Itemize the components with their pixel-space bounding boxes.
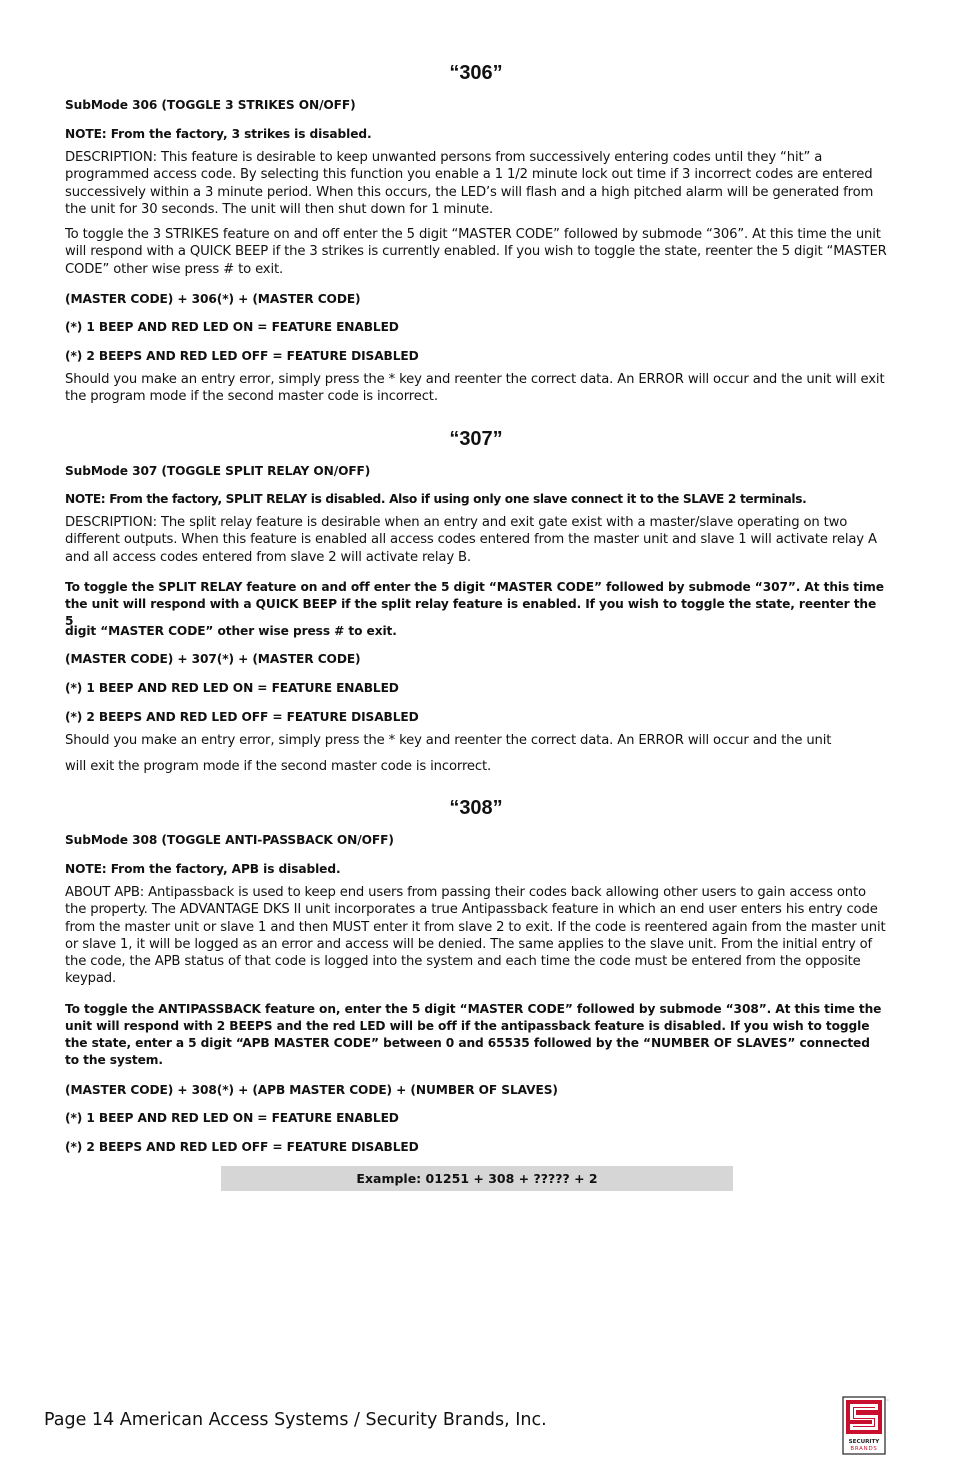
- description-307: DESCRIPTION: The split relay feature is desirable when an entry and exit gate exist with a master/slave operating on two different outputs. When this feature is enabled all access codes entered from the master unit and slave 1 will activate relay A and all access codes entered from slave 2 will activate relay B.: [65, 515, 877, 565]
- submode-title-306: SubMode 306 (TOGGLE 3 STRIKES ON/OFF): [65, 98, 356, 112]
- factory-note-306: NOTE: From the factory, 3 strikes is disabled.: [65, 127, 372, 141]
- error-note-307-cont: will exit the program mode if the second master code is incorrect.: [65, 759, 492, 774]
- error-note-307: Should you make an entry error, simply press the * key and reenter the correct data. An ERROR will occur and the unit: [65, 733, 832, 748]
- security-brands-logo-icon: [842, 1396, 888, 1456]
- toggle-instructions-308: To toggle the ANTIPASSBACK feature on, enter the 5 digit “MASTER CODE” followed by submode “308”. At this time the unit will respond with 2 BEEPS and the red LED will be off if the antipassback feature is disabled. If you wish to toggle the state, enter a 5 digit “APB MASTER CODE” between 0 and 65535 followed by the “NUMBER OF SLAVES” connected to the system.: [65, 1002, 882, 1067]
- disabled-state-308: (*) 2 BEEPS AND RED LED OFF = FEATURE DISABLED: [65, 1140, 419, 1154]
- submode-title-307: SubMode 307 (TOGGLE SPLIT RELAY ON/OFF): [65, 464, 371, 478]
- svg-text:SECURITY: SECURITY: [848, 1439, 880, 1445]
- page-footer: Page 14 American Access Systems / Security Brands, Inc.: [44, 1410, 547, 1430]
- toggle-instructions-306: To toggle the 3 STRIKES feature on and off enter the 5 digit “MASTER CODE” followed by submode “306”. At this time the unit will respond with a QUICK BEEP if the 3 strikes is currently enabled. If you wish to toggle the state, reenter the 5 digit “MASTER CODE” other wise press # to exit.: [65, 227, 887, 277]
- description-308: ABOUT APB: Antipassback is used to keep end users from passing their codes back allowing other users to gain access onto the property. The ADVANTAGE DKS II unit incorporates a true Antipassback feature in which an end user enters his entry code from the master unit or slave 1 and then MUST enter it from slave 2 to exit. If the code is reentered again from the master unit or slave 1, it will be logged as an error and access will be denied. The same applies to the slave unit. From the initial entry of the code, the APB status of that code is logged into the system and each time the code must be entered from the opposite keypad.: [65, 885, 886, 987]
- enabled-state-308: (*) 1 BEEP AND RED LED ON = FEATURE ENABLED: [65, 1111, 399, 1125]
- section-heading-306: “306”: [449, 62, 503, 84]
- enabled-state-307: (*) 1 BEEP AND RED LED ON = FEATURE ENABLED: [65, 681, 399, 695]
- submode-title-308: SubMode 308 (TOGGLE ANTI-PASSBACK ON/OFF): [65, 833, 394, 847]
- description-306: DESCRIPTION: This feature is desirable to keep unwanted persons from successively entering codes until they “hit” a programmed access code. By selecting this function you enable a 1 1/2 minute lock out time if 3 incorrect codes are entered successively within a 3 minute period. When this occurs, the LED’s will flash and a high pitched alarm will be generated from the unit for 30 seconds. The unit will then shut down for 1 minute.: [65, 150, 874, 217]
- disabled-state-306: (*) 2 BEEPS AND RED LED OFF = FEATURE DISABLED: [65, 349, 419, 363]
- error-note-306: Should you make an entry error, simply press the * key and reenter the correct data. An ERROR will occur and the unit will exit the program mode if the second master code is incorrect.: [65, 372, 885, 405]
- disabled-state-307: (*) 2 BEEPS AND RED LED OFF = FEATURE DISABLED: [65, 710, 419, 724]
- section-heading-307: “307”: [449, 428, 503, 450]
- code-sequence-306: (MASTER CODE) + 306(*) + (MASTER CODE): [65, 292, 361, 306]
- toggle-instructions-307: To toggle the SPLIT RELAY feature on and off enter the 5 digit “MASTER CODE” followed by submode “307”. At this time the unit will respond with a QUICK BEEP if the split relay feature is enabled. If you wish to toggle the state, reenter the 5: [65, 580, 884, 628]
- factory-note-307: NOTE: From the factory, SPLIT RELAY is disabled. Also if using only one slave connect it to the SLAVE 2 terminals.: [65, 492, 807, 506]
- enabled-state-306: (*) 1 BEEP AND RED LED ON = FEATURE ENABLED: [65, 320, 399, 334]
- factory-note-308: NOTE: From the factory, APB is disabled.: [65, 862, 341, 876]
- code-sequence-307: (MASTER CODE) + 307(*) + (MASTER CODE): [65, 652, 361, 666]
- section-heading-308: “308”: [449, 797, 503, 819]
- security-brands-logo: [842, 1396, 888, 1456]
- example-box: Example: 01251 + 308 + ????? + 2: [221, 1166, 733, 1191]
- toggle-instructions-307-cont: digit “MASTER CODE” other wise press # to exit.: [65, 624, 397, 638]
- code-sequence-308: (MASTER CODE) + 308(*) + (APB MASTER CODE) + (NUMBER OF SLAVES): [65, 1083, 558, 1097]
- svg-text:™: ™: [886, 1399, 889, 1403]
- svg-text:BRANDS: BRANDS: [850, 1446, 878, 1452]
